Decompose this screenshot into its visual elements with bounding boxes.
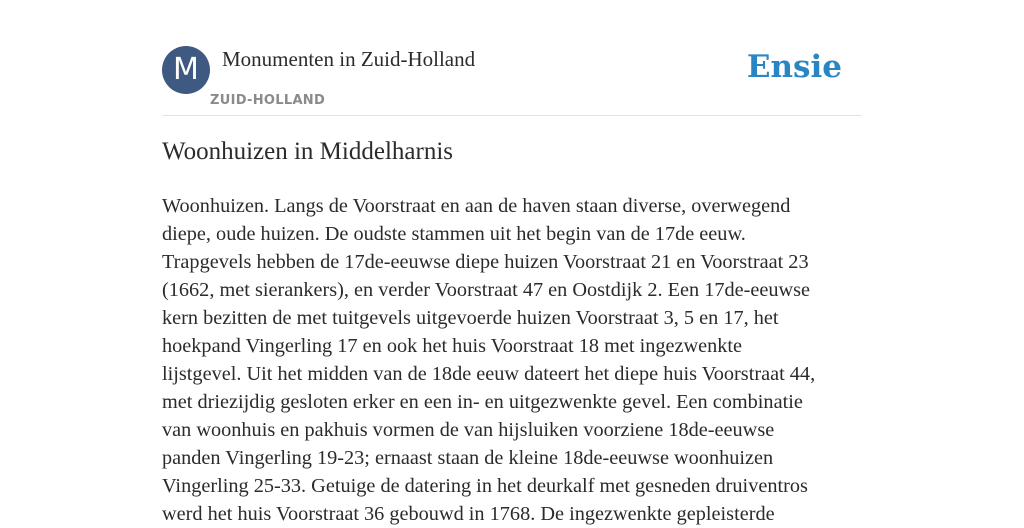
article-title: Woonhuizen in Middelharnis	[162, 138, 453, 165]
article-line: lijstgevel. Uit het midden van de 18de eeuw dateert het diepe huis Voorstraat 44,	[162, 363, 816, 385]
brand-logo[interactable]: Ensie	[746, 49, 842, 85]
site-header	[162, 46, 862, 116]
article-line: panden Vingerling 19-23; ernaast staan de kleine 18de-eeuwse woonhuizen	[162, 447, 774, 469]
article-line: van woonhuis en pakhuis vormen de van hijsluiken voorziene 18de-eeuwse	[162, 419, 775, 441]
site-subtitle[interactable]: ZUID-HOLLAND	[210, 93, 326, 108]
article-line: met driezijdig gesloten erker en een in- en uitgezwenkte gevel. Een combinatie	[162, 391, 803, 413]
article-line: Vingerling 25-33. Getuige de datering in het deurkalf met gesneden druiventros	[162, 475, 808, 497]
article-line: Woonhuizen. Langs de Voorstraat en aan de haven staan diverse, overwegend	[162, 195, 791, 217]
article-body	[162, 192, 862, 528]
article-line: hoekpand Vingerling 17 en ook het huis Voorstraat 18 met ingezwenkte	[162, 335, 743, 357]
site-avatar[interactable]: M	[162, 46, 210, 94]
article-line: Trapgevels hebben de 17de-eeuwse diepe huizen Voorstraat 21 en Voorstraat 23	[162, 251, 809, 273]
header-divider	[162, 115, 862, 116]
article-line: kern bezitten de met tuitgevels uitgevoerde huizen Voorstraat 3, 5 en 17, het	[162, 307, 779, 329]
article-line: werd het huis Voorstraat 36 gebouwd in 1768. De ingezwenkte gepleisterde	[162, 503, 775, 525]
site-title[interactable]: Monumenten in Zuid-Holland	[222, 47, 476, 71]
article-line: (1662, met sierankers), en verder Voorstraat 47 en Oostdijk 2. Een 17de-eeuwse	[162, 279, 811, 301]
article-line: diepe, oude huizen. De oudste stammen uit het begin van de 17de eeuw.	[162, 223, 746, 245]
